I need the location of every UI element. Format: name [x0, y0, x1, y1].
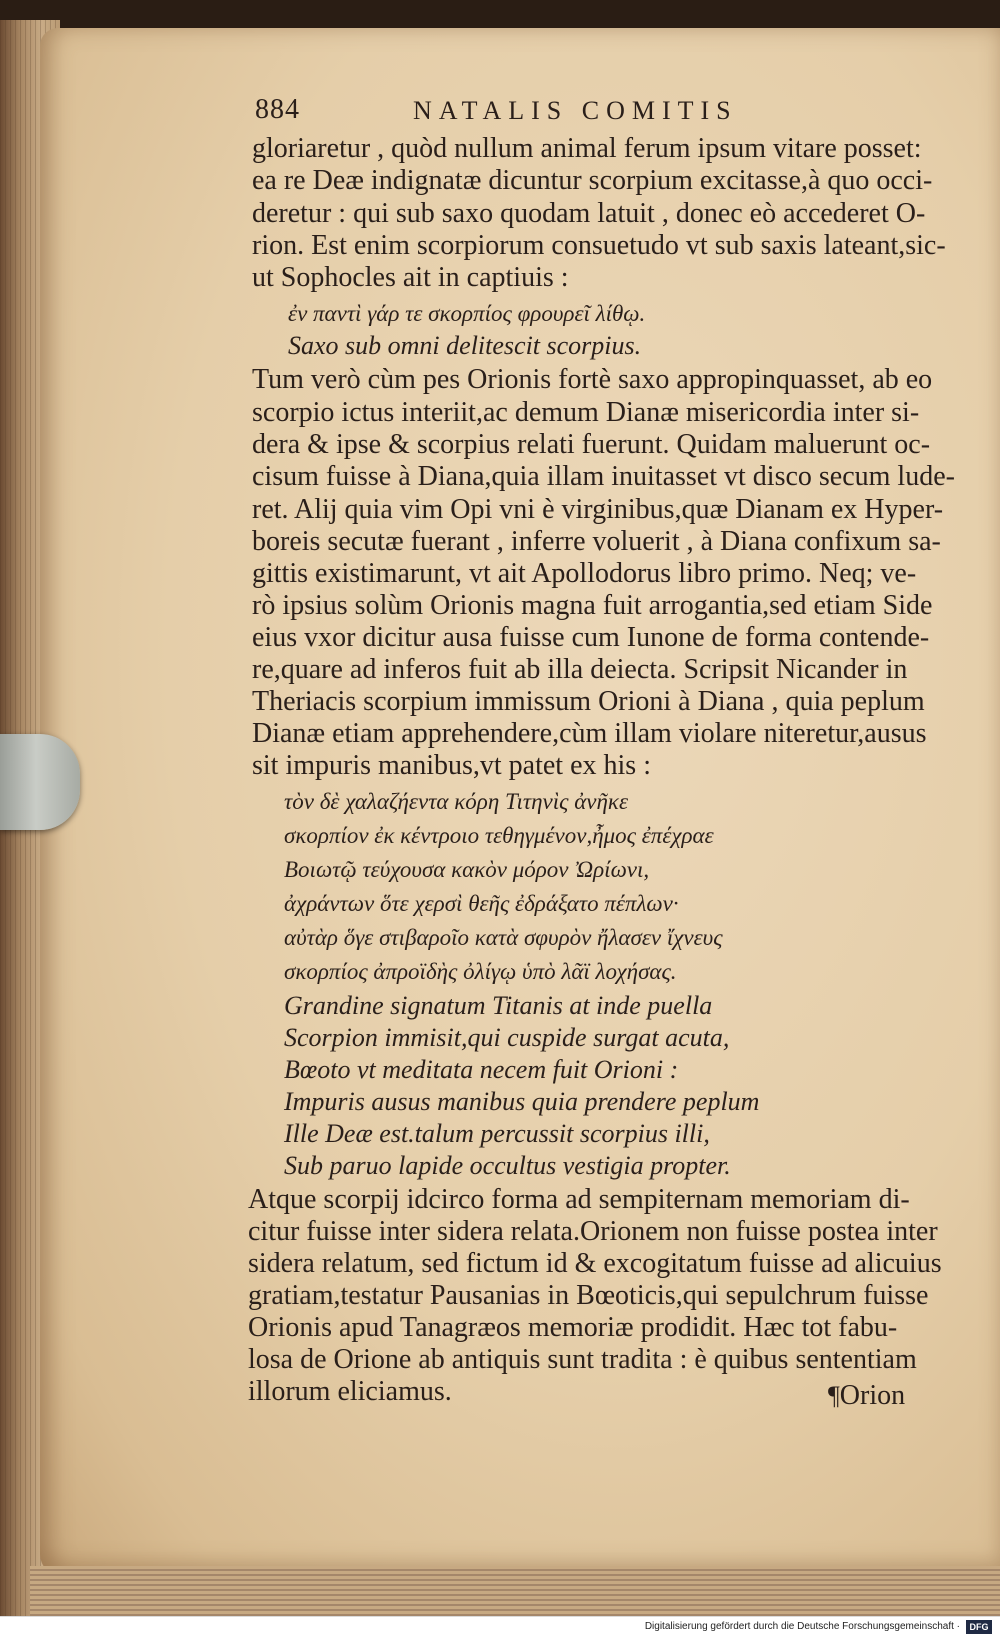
text-line: gloriaretur , quòd nullum animal ferum ipsum vitare posset:: [252, 133, 922, 164]
text-line: boreis secutæ fuerant , inferre voluerit , à Diana confixum sa-: [252, 526, 941, 557]
text-line: deretur : qui sub saxo quodam latuit , donec eò accederet O-: [252, 198, 926, 229]
greek-verse-line: ἀχράντων ὅτε χερσὶ θεῆς ἐδράξατο πέπλων·: [284, 891, 679, 916]
pilcrow-mark: ¶: [828, 1381, 840, 1410]
text-line: Theriacis scorpium immissum Orioni à Diana , quia peplum: [252, 686, 925, 717]
catchword: [828, 1380, 905, 1412]
text-line: sidera relatum, sed fictum id & excogitatum fuisse ad alicuius: [248, 1248, 942, 1279]
text-line: Orionis apud Tanagræos memoriæ prodidit. Hæc tot fabu-: [248, 1312, 898, 1343]
text-line: rò ipsius solùm Orionis magna fuit arrogantia,sed etiam Side: [252, 590, 933, 621]
text-line: illorum eliciamus.: [248, 1376, 452, 1407]
latin-verse-line: Scorpion immisit,qui cuspide surgat acuta,: [284, 1023, 730, 1052]
catchword-text: Orion: [839, 1380, 906, 1411]
text-line: gratiam,testatur Pausanias in Bœoticis,qui sepulchrum fuisse: [248, 1280, 929, 1311]
text-line: Tum verò cùm pes Orionis fortè saxo appropinquasset, ab eo: [252, 364, 933, 395]
digitization-footer: [0, 1616, 1000, 1639]
text-line: cisum fuisse à Diana,quia illam inuitasset vt disco secum lude-: [252, 461, 955, 492]
greek-verse-line: αὐτὰρ ὅγε στιβαροῖο κατὰ σφυρὸν ἤλασεν ἴχνευς: [284, 925, 723, 950]
text-line: ut Sophocles ait in captiuis :: [252, 262, 569, 293]
running-head: NATALIS COMITIS: [413, 96, 738, 125]
latin-verse-line: Ille Deæ est.talum percussit scorpius illi,: [284, 1119, 710, 1148]
latin-verse-line: Grandine signatum Titanis at inde puella: [284, 991, 713, 1020]
text-line: scorpio ictus interiit,ac demum Dianæ misericordia inter si-: [252, 397, 920, 428]
text-line: ea re Deæ indignatæ dicuntur scorpium excitasse,à quo occi-: [252, 165, 933, 196]
latin-verse-line: Sub paruo lapide occultus vestigia propter.: [284, 1151, 731, 1180]
text-line: eius vxor dicitur ausa fuisse cum Iunone de forma contende-: [252, 622, 930, 653]
greek-verse-line: Βοιωτῷ τεύχουσα κακὸν μόρον Ὠρίωνι,: [284, 857, 650, 882]
text-line: gittis existimarunt, vt ait Apollodorus libro primo. Neq; ve-: [252, 558, 917, 589]
text-line: citur fuisse inter sidera relata.Orionem non fuisse postea inter: [248, 1216, 938, 1247]
text-line: ret. Alij quia vim Opi vni è virginibus,quæ Dianam ex Hyper-: [252, 494, 944, 525]
greek-verse-line: ἐν παντὶ γάρ τε σκορπίος φρουρεῖ λίθῳ.: [288, 301, 646, 326]
folio-number: 884: [255, 94, 300, 125]
text-line: re,quare ad inferos fuit ab illa deiecta. Scripsit Nicander in: [252, 654, 908, 685]
text-line: losa de Orione ab antiquis sunt tradita : è quibus sententiam: [248, 1344, 917, 1375]
text-line: Atque scorpij idcirco forma ad sempiternam memoriam di-: [248, 1184, 910, 1215]
latin-verse-line: Impuris ausus manibus quia prendere peplum: [284, 1087, 760, 1116]
latin-verse-line: Saxo sub omni delitescit scorpius.: [288, 331, 642, 360]
greek-verse-line: σκορπίον ἐκ κέντροιο τεθηγμένον,ἦμος ἐπέχραε: [284, 823, 714, 848]
greek-verse-line: σκορπίος ἀπροϊδὴς ὀλίγῳ ὑπὸ λᾶϊ λοχήσας.: [284, 959, 677, 984]
latin-verse-line: Bœoto vt meditata necem fuit Orioni :: [284, 1055, 679, 1084]
text-line: dera & ipse & scorpius relati fuerunt. Quidam maluerunt oc-: [252, 429, 931, 460]
text-line: sit impuris manibus,vt patet ex his :: [252, 750, 651, 781]
text-line: rion. Est enim scorpiorum consuetudo vt sub saxis lateant,sic-: [252, 230, 946, 261]
funding-notice: Digitalisierung gefördert durch die Deutsche Forschungsgemeinschaft ·: [644, 1621, 960, 1632]
greek-verse-line: τὸν δὲ χαλαζήεντα κόρη Τιτηνὶς ἀνῆκε: [284, 789, 629, 814]
text-line: Dianæ etiam apprehendere,cùm illam violare niteretur,ausus: [252, 718, 927, 749]
dfg-logo-icon: DFG: [966, 1620, 992, 1634]
